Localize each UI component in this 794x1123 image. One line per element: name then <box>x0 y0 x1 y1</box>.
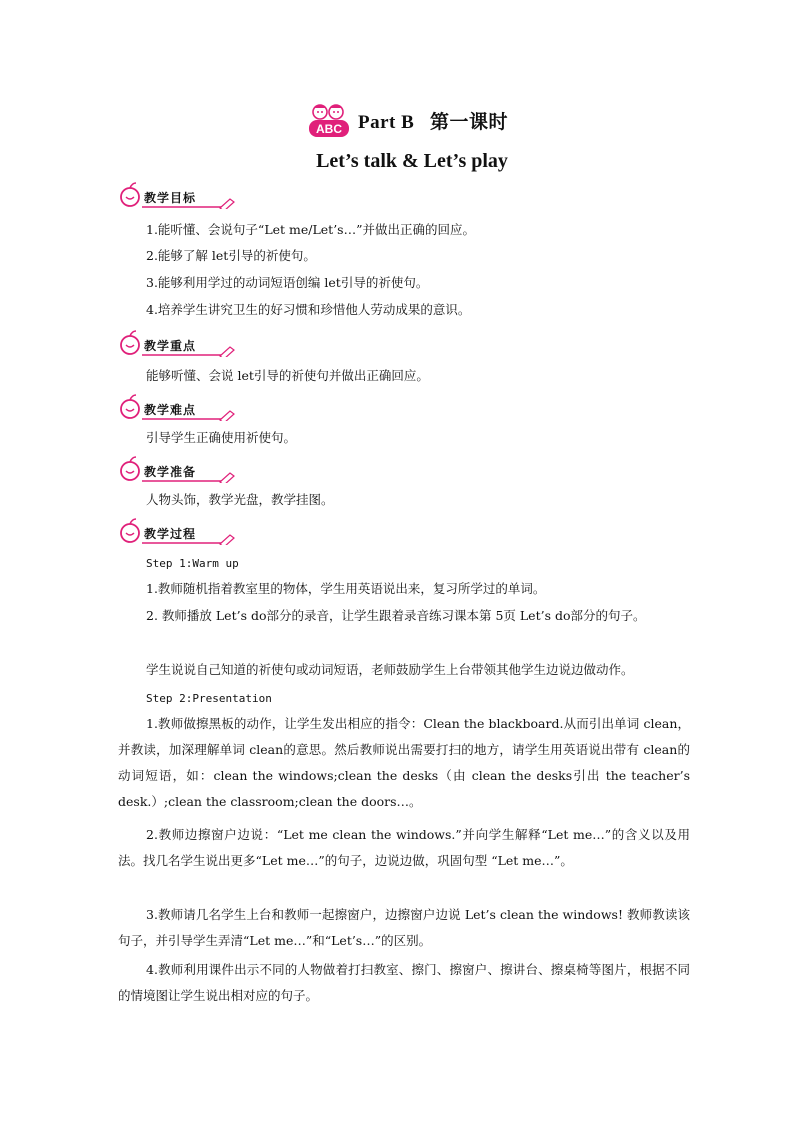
step2-paragraph-4: 4.教师利用课件出示不同的人物做着打扫教室、擦门、擦窗户、擦讲台、擦桌椅等图片，根据不同的情境图让学生说出相对应的句子。 <box>118 962 690 1003</box>
pencil-underline-icon <box>142 345 238 357</box>
lesson-title-row <box>0 150 794 173</box>
apple-icon <box>118 518 142 544</box>
preparation-text: 人物头饰，教学光盘，教学挂图。 <box>146 492 334 507</box>
part-header <box>306 100 508 140</box>
apple-icon <box>118 330 142 356</box>
section-heading-label: 教学难点 <box>144 401 196 420</box>
section-heading-label: 教学过程 <box>144 525 196 544</box>
goal-item-3: 3.能够利用学过的动词短语创编 let引导的祈使句。 <box>146 275 429 290</box>
step1-paragraph-2: 2. 教师播放 Let’s do部分的录音，让学生跟着录音练习课本第 5页 Let’s do部分的句子。 <box>146 608 646 623</box>
goal-item-4: 4.培养学生讲究卫生的好习惯和珍惜他人劳动成果的意识。 <box>146 302 471 317</box>
section-heading-label: 教学准备 <box>144 463 196 482</box>
step1-paragraph-1: 1.教师随机指着教室里的物体，学生用英语说出来，复习所学过的单词。 <box>146 581 546 596</box>
section-preparation-heading <box>118 456 196 482</box>
key-points-text: 能够听懂、会说 let引导的祈使句并做出正确回应。 <box>146 368 429 383</box>
pencil-underline-icon <box>142 409 238 421</box>
section-difficulties-heading <box>118 394 196 420</box>
difficulties-text: 引导学生正确使用祈使句。 <box>146 430 297 445</box>
apple-icon <box>118 456 142 482</box>
logo-text: ABC <box>316 122 342 136</box>
part-title: Part B 第一课时 <box>358 111 509 133</box>
step2-title: Step 2:Presentation <box>146 692 272 705</box>
step1-title: Step 1:Warm up <box>146 557 239 570</box>
section-process-heading <box>118 518 196 544</box>
apple-icon <box>118 394 142 420</box>
apple-icon <box>118 182 142 208</box>
step2-paragraph-3: 3.教师请几名学生上台和教师一起擦窗户，边擦窗户边说 Let’s clean the windows! 教师教读该句子，并引导学生弄清“Let me…”和“Let’s…”的区别。 <box>118 907 690 948</box>
step2-paragraph-1: 1.教师做擦黑板的动作，让学生发出相应的指令：Clean the blackboard.从而引出单词 clean，并教读，加深理解单词 clean的意思。然后教师说出需要打扫的地方，请学生用英语说出带有 clean的动词短语，如：clean the windows;clean the desks（由 clean the desks引出 the teacher’s desk.）;clean the classroom;clean the doors…。 <box>118 716 690 809</box>
abc-kids-logo <box>306 100 352 140</box>
section-goals-heading <box>118 182 196 208</box>
lesson-title: Let’s talk & Let’s play <box>316 150 508 172</box>
section-heading-label: 教学目标 <box>144 189 196 208</box>
step1-paragraph-3: 学生说说自己知道的祈使句或动词短语，老师鼓励学生上台带领其他学生边说边做动作。 <box>146 662 634 677</box>
goal-item-2: 2.能够了解 let引导的祈使句。 <box>146 248 316 263</box>
pencil-underline-icon <box>142 471 238 483</box>
section-keypoints-heading <box>118 330 196 356</box>
goal-item-1: 1.能听懂、会说句子“Let me/Let’s…”并做出正确的回应。 <box>146 222 475 237</box>
step2-paragraph-2: 2.教师边擦窗户边说：“Let me clean the windows.”并向学生解释“Let me…”的含义以及用法。找几名学生说出更多“Let me…”的句子，边说边做，巩固句型 “Let me…”。 <box>118 827 690 868</box>
pencil-underline-icon <box>142 197 238 209</box>
pencil-underline-icon <box>142 533 238 545</box>
section-heading-label: 教学重点 <box>144 337 196 356</box>
